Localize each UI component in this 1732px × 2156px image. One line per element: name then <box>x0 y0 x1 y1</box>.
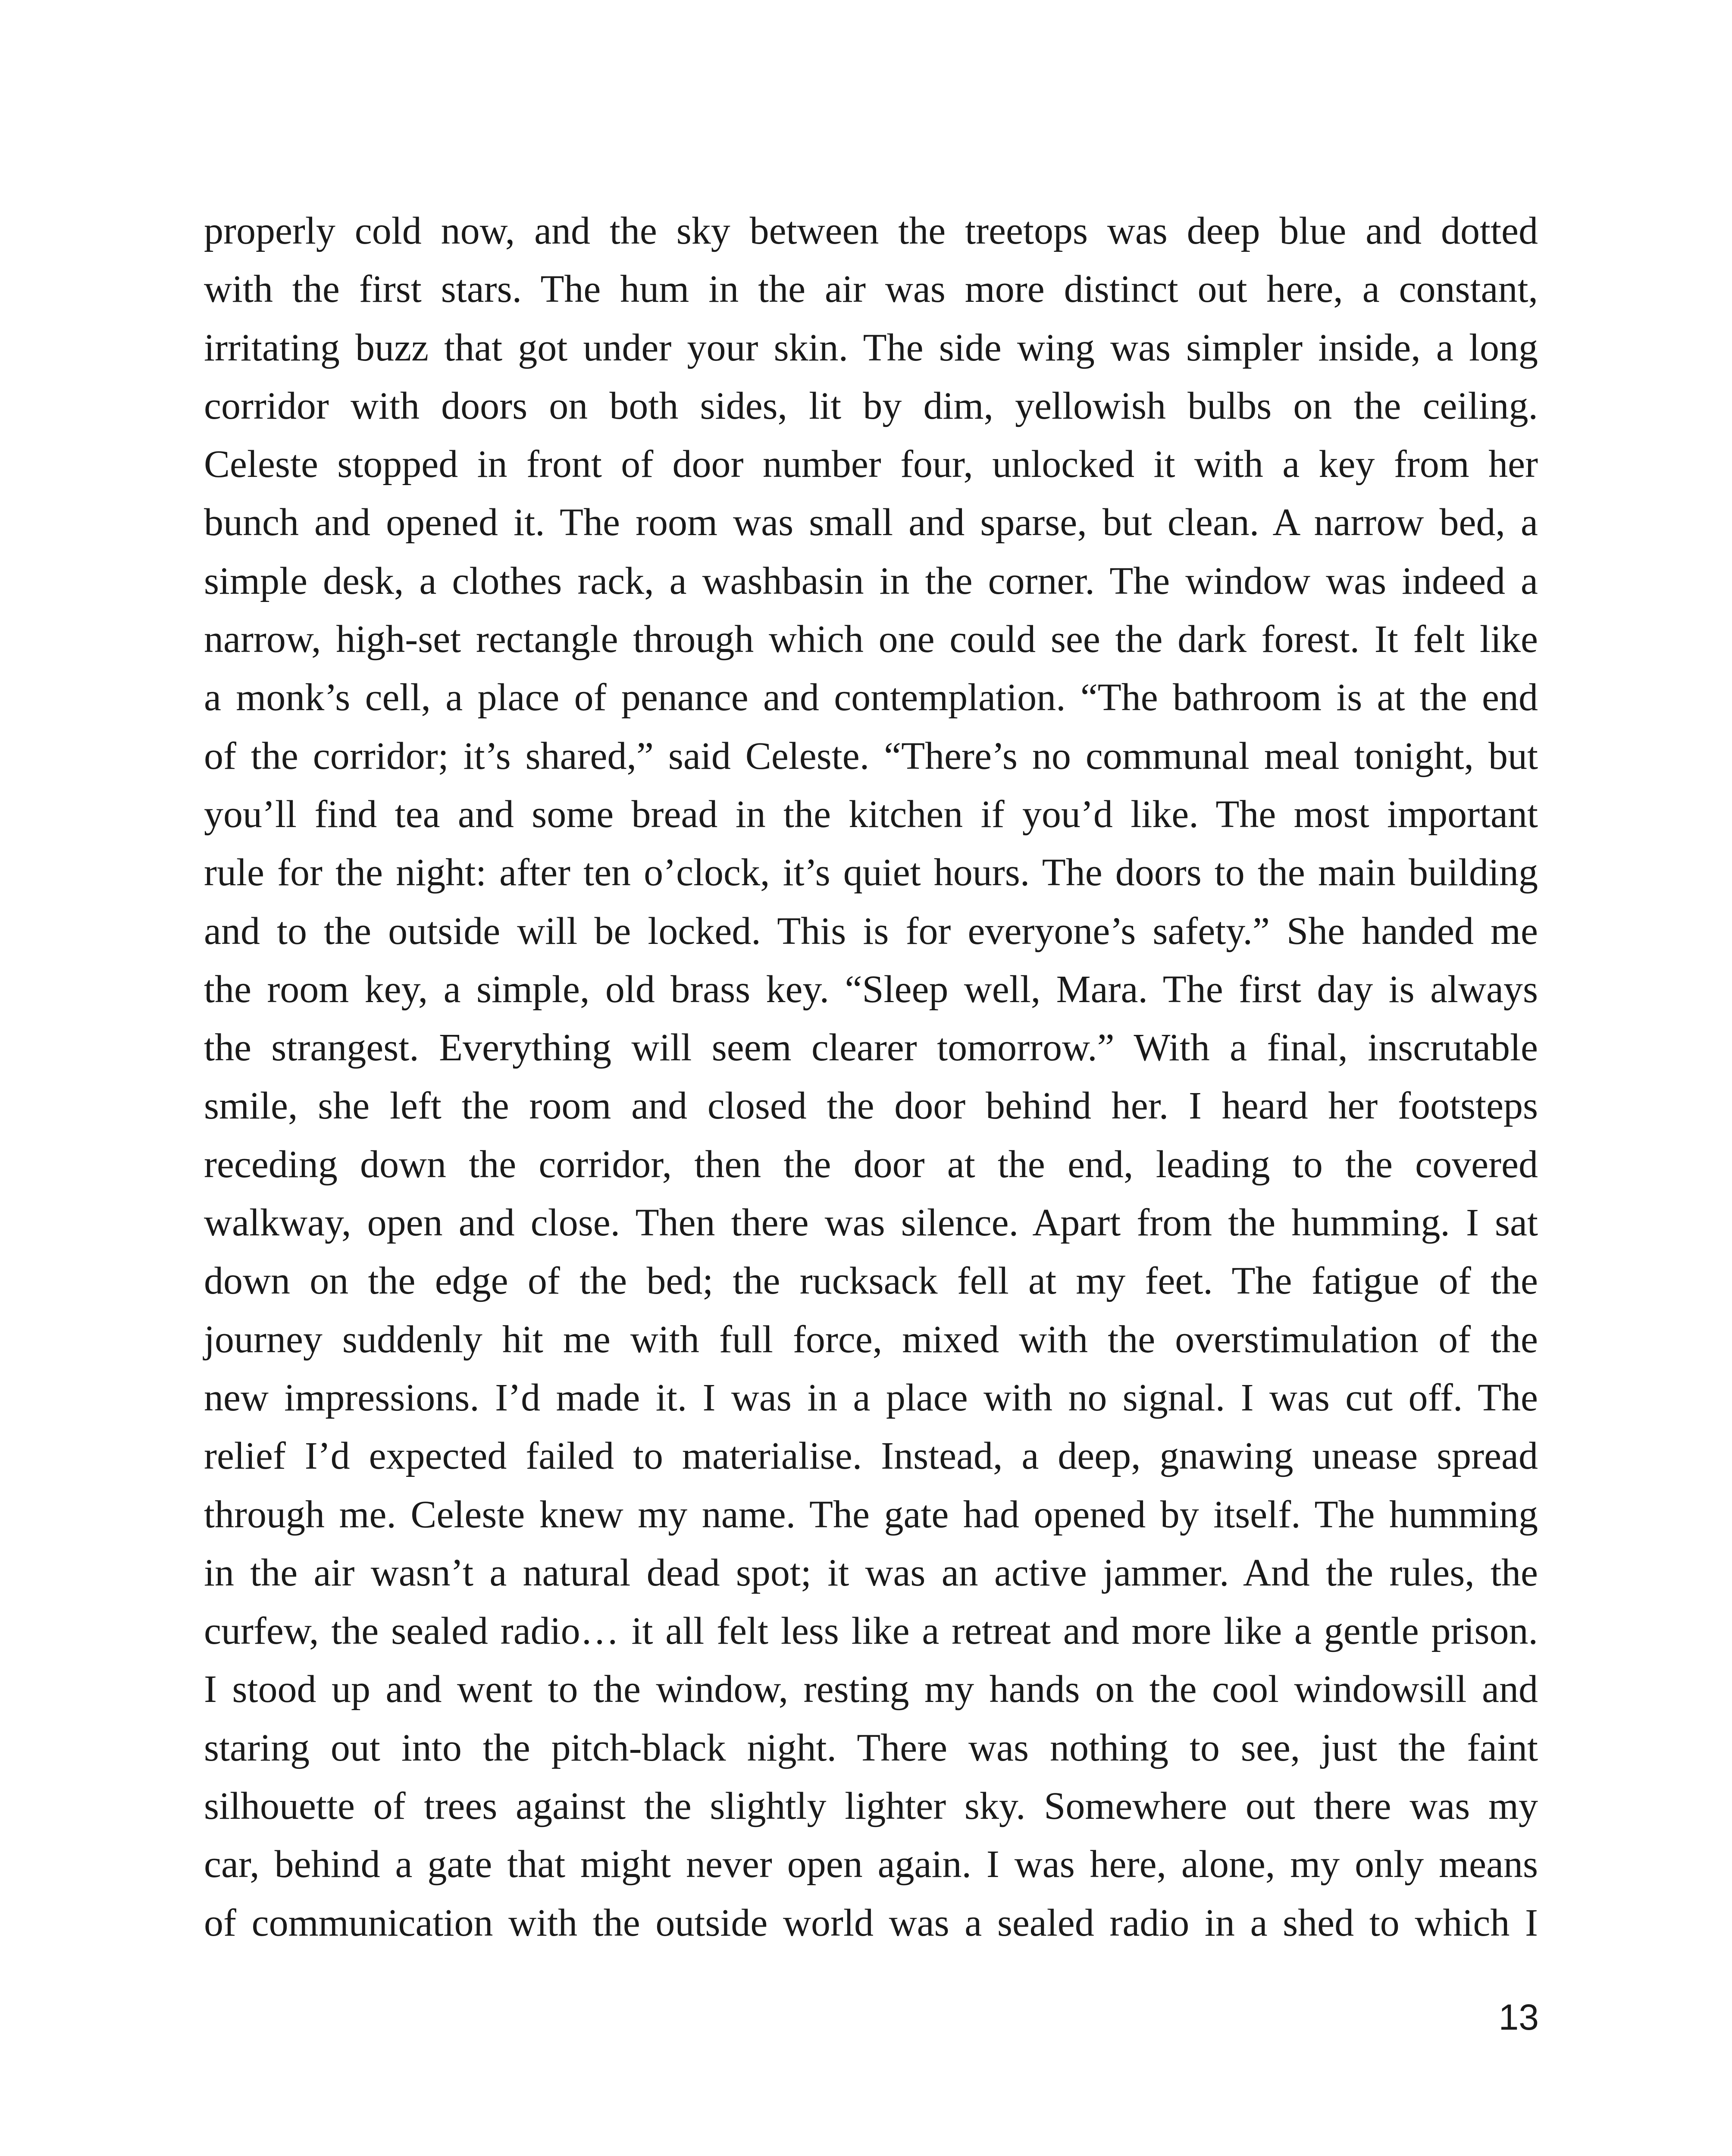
text-line: a monk’s cell, a place of penance and contemplation. “The bathroom is at the end <box>204 676 1538 719</box>
text-line: relief I’d expected failed to materialise. Instead, a deep, gnawing unease spread <box>204 1435 1538 1478</box>
text-line: with the first stars. The hum in the air was more distinct out here, a constant, <box>204 268 1538 311</box>
page-number: 13 <box>1498 1997 1539 2037</box>
text-line: simple desk, a clothes rack, a washbasin in the corner. The window was indeed a <box>204 559 1538 602</box>
text-line: of communication with the outside world was a sealed radio in a shed to which I <box>204 1901 1538 1944</box>
text-line: curfew, the sealed radio… it all felt less like a retreat and more like a gentle prison. <box>204 1610 1538 1653</box>
text-line: and to the outside will be locked. This is for everyone’s safety.” She handed me <box>204 909 1538 953</box>
text-line: through me. Celeste knew my name. The gate had opened by itself. The humming <box>204 1493 1538 1536</box>
text-line: smile, she left the room and closed the door behind her. I heard her footsteps <box>204 1084 1538 1128</box>
text-line: in the air wasn’t a natural dead spot; it was an active jammer. And the rules, the <box>204 1551 1538 1594</box>
text-line: journey suddenly hit me with full force, mixed with the overstimulation of the <box>204 1318 1538 1361</box>
text-line: the strangest. Everything will seem clearer tomorrow.” With a final, inscrutable <box>204 1026 1538 1069</box>
body-text <box>204 202 1538 1952</box>
text-line: corridor with doors on both sides, lit by dim, yellowish bulbs on the ceiling. <box>204 384 1538 427</box>
text-line: down on the edge of the bed; the rucksack fell at my feet. The fatigue of the <box>204 1260 1538 1303</box>
text-line: staring out into the pitch-black night. There was nothing to see, just the faint <box>204 1726 1538 1769</box>
text-line: bunch and opened it. The room was small and sparse, but clean. A narrow bed, a <box>204 501 1538 544</box>
text-line: walkway, open and close. Then there was silence. Apart from the humming. I sat <box>204 1201 1538 1244</box>
text-line: rule for the night: after ten o’clock, it’s quiet hours. The doors to the main building <box>204 851 1538 894</box>
text-line: car, behind a gate that might never open again. I was here, alone, my only means <box>204 1843 1538 1886</box>
text-line: I stood up and went to the window, resting my hands on the cool windowsill and <box>204 1668 1538 1711</box>
text-line: new impressions. I’d made it. I was in a place with no signal. I was cut off. The <box>204 1376 1538 1419</box>
text-line: silhouette of trees against the slightly lighter sky. Somewhere out there was my <box>204 1785 1538 1828</box>
text-line: you’ll find tea and some bread in the kitchen if you’d like. The most important <box>204 793 1538 836</box>
text-line: narrow, high-set rectangle through which one could see the dark forest. It felt like <box>204 618 1538 661</box>
text-line: the room key, a simple, old brass key. “Sleep well, Mara. The first day is always <box>204 968 1538 1011</box>
text-line: of the corridor; it’s shared,” said Celeste. “There’s no communal meal tonight, but <box>204 734 1538 777</box>
text-line: receding down the corridor, then the door at the end, leading to the covered <box>204 1143 1538 1186</box>
text-line: irritating buzz that got under your skin. The side wing was simpler inside, a long <box>204 326 1538 369</box>
text-line: Celeste stopped in front of door number four, unlocked it with a key from her <box>204 443 1538 486</box>
text-line: properly cold now, and the sky between the treetops was deep blue and dotted <box>204 210 1538 252</box>
